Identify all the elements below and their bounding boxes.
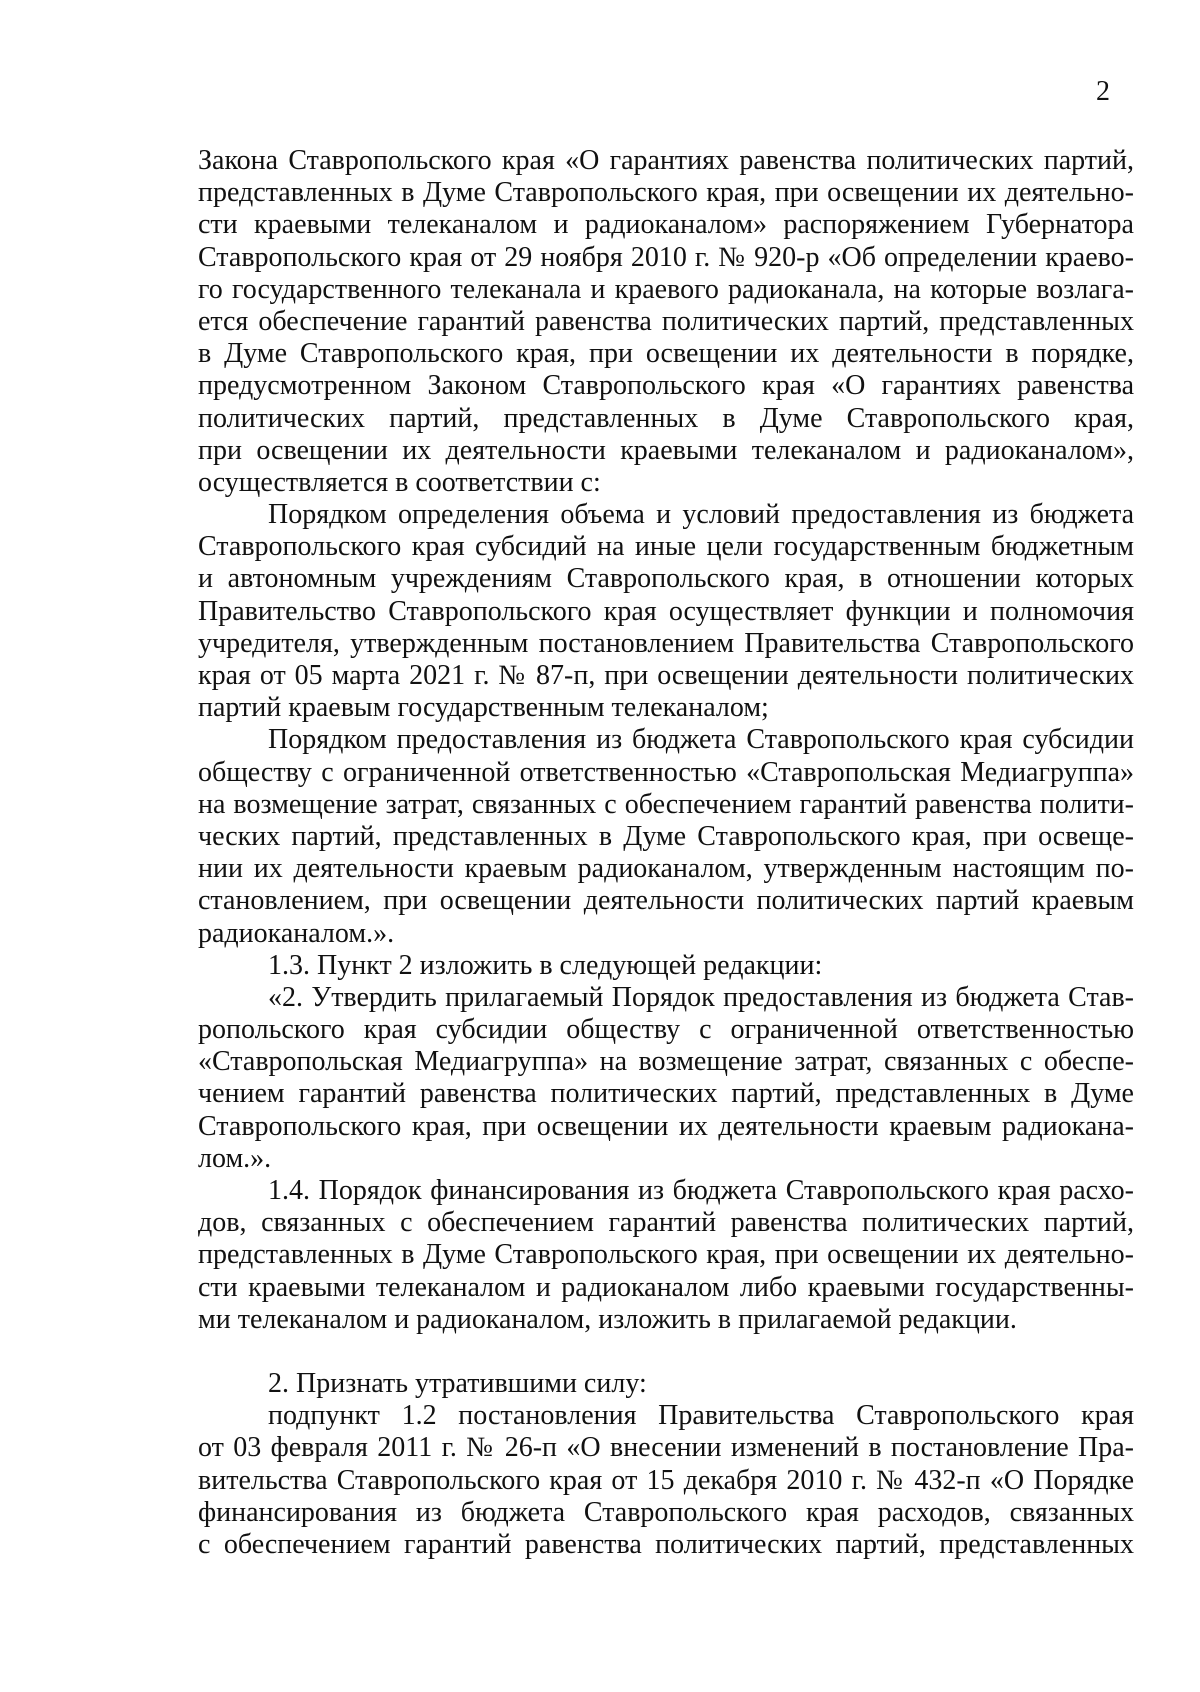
text-line: с обеспечением гарантий равенства политических партий, представленных <box>198 1528 1134 1560</box>
text-line: лом.». <box>198 1142 272 1174</box>
text-line: предусмотренном Законом Ставропольского края «О гарантиях равенства <box>198 370 1134 402</box>
text-line: и автономным учреждениям Ставропольского края, в отношении которых <box>198 563 1134 595</box>
text-line: Ставропольского края, при освещении их деятельности краевым радиокана- <box>198 1110 1134 1142</box>
text-line: сти краевыми телеканалом и радиоканалом либо краевыми государственны- <box>198 1271 1134 1303</box>
text-line: представленных в Думе Ставропольского края, при освещении их деятельно- <box>198 177 1134 209</box>
text-line: политических партий, представленных в Думе Ставропольского края, <box>198 402 1134 434</box>
text-line: при освещении их деятельности краевыми телеканалом и радиоканалом», <box>198 434 1134 466</box>
text-line: 1.4. Порядок финансирования из бюджета Ставропольского края расхо- <box>268 1175 1134 1206</box>
text-line: Порядком предоставления из бюджета Ставропольского края субсидии <box>268 724 1134 756</box>
text-line: представленных в Думе Ставропольского края, при освещении их деятельно- <box>198 1239 1134 1271</box>
text-line: ется обеспечение гарантий равенства политических партий, представленных <box>198 305 1134 337</box>
text-line: в Думе Ставропольского края, при освещении их деятельности в порядке, <box>198 338 1134 370</box>
text-line: радиоканалом.». <box>198 917 395 949</box>
text-line: Правительство Ставропольского края осуществляет функции и полномочия <box>198 595 1134 627</box>
text-line: осуществляется в соответствии с: <box>198 466 601 498</box>
text-line: 2. Признать утратившими силу: <box>268 1367 647 1399</box>
text-line: подпункт 1.2 постановления Правительства Ставропольского края <box>268 1400 1134 1432</box>
text-line: Ставропольского края от 29 ноября 2010 г. № 920-р «Об определении краево- <box>198 241 1134 273</box>
text-line: Закона Ставропольского края «О гарантиях равенства политических партий, <box>198 145 1134 176</box>
text-line: вительства Ставропольского края от 15 декабря 2010 г. № 432-п «О Порядке <box>198 1464 1134 1496</box>
text-line: нии их деятельности краевым радиоканалом, утвержденным настоящим по- <box>198 853 1134 885</box>
text-line: учредителя, утвержденным постановлением Правительства Ставропольского <box>198 627 1134 659</box>
text-line: Ставропольского края субсидий на иные цели государственным бюджетным <box>198 531 1134 563</box>
text-line: ческих партий, представленных в Думе Ставропольского края, при освеще- <box>198 820 1134 852</box>
text-line: ропольского края субсидии обществу с ограниченной ответственностью <box>198 1014 1134 1046</box>
text-line: на возмещение затрат, связанных с обеспечением гарантий равенства полити- <box>198 788 1134 820</box>
text-line: становлением, при освещении деятельности политических партий краевым <box>198 885 1134 917</box>
text-line: Порядком определения объема и условий предоставления из бюджета <box>268 499 1134 531</box>
text-line: го государственного телеканала и краевого радиоканала, на которые возлага- <box>198 273 1134 305</box>
text-line: от 03 февраля 2011 г. № 26-п «О внесении изменений в постановление Пра- <box>198 1432 1134 1464</box>
text-line: «Ставропольская Медиагруппа» на возмещение затрат, связанных с обеспе- <box>198 1046 1134 1078</box>
text-line: чением гарантий равенства политических партий, представленных в Думе <box>198 1078 1134 1110</box>
text-line: финансирования из бюджета Ставропольского края расходов, связанных <box>198 1496 1134 1528</box>
text-line: партий краевым государственным телеканалом; <box>198 692 769 724</box>
text-line: 1.3. Пункт 2 изложить в следующей редакции: <box>268 949 823 981</box>
text-line: края от 05 марта 2021 г. № 87-п, при освещении деятельности политических <box>198 660 1134 691</box>
text-line: «2. Утвердить прилагаемый Порядок предоставления из бюджета Став- <box>268 981 1134 1013</box>
text-line: сти краевыми телеканалом и радиоканалом» распоряжением Губернатора <box>198 209 1134 241</box>
document-body <box>198 145 1134 1561</box>
paragraph-gap <box>198 1336 1134 1368</box>
text-line: дов, связанных с обеспечением гарантий равенства политических партий, <box>198 1207 1134 1239</box>
text-line: обществу с ограниченной ответственностью «Ставропольская Медиагруппа» <box>198 756 1134 788</box>
text-line: ми телеканалом и радиоканалом, изложить в прилагаемой редакции. <box>198 1303 1017 1335</box>
page-number: 2 <box>1096 76 1110 107</box>
